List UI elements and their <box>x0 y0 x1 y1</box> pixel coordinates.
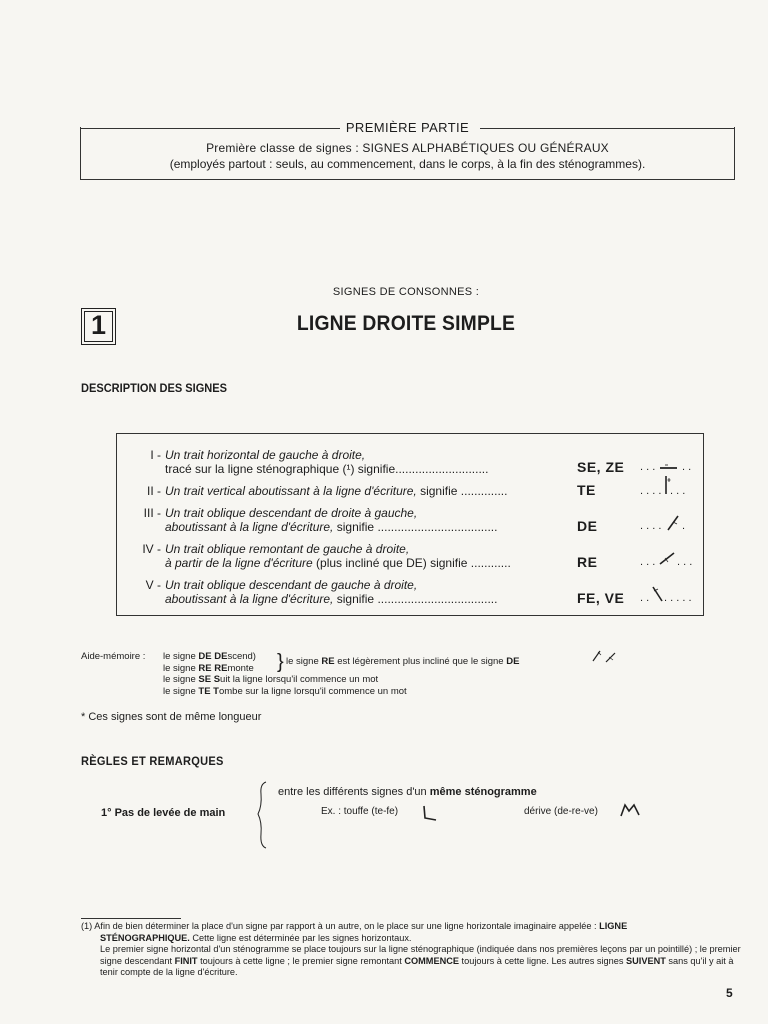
symbol-dots-left: . . . . <box>640 520 662 532</box>
part-box <box>80 127 735 180</box>
row-number: III - <box>143 506 161 520</box>
descending-left-right-stroke-icon <box>650 585 664 603</box>
fn-p2-a: Le premier signe horizontal d'un sténogramme se place toujours sur la ligne sténographique (indiquée dans nos premières leçons par un pointillé) ; le premier signe descendant <box>100 944 741 966</box>
row-text <box>165 506 565 534</box>
symbol-dots-right: . . . <box>677 556 693 568</box>
row-text <box>165 578 565 606</box>
sign-code: RE <box>577 554 598 570</box>
row-line1-normal: signifie <box>416 484 458 498</box>
row-text <box>165 448 565 476</box>
aide-line4-b: TE T <box>198 685 219 697</box>
rule1-label: 1° Pas de levée de main <box>101 807 226 819</box>
row-line1-italic: Un trait vertical aboutissant à la ligne d'écriture, <box>165 484 417 498</box>
row-number: IV - <box>142 542 161 556</box>
signs-table <box>116 433 704 616</box>
sign-code: TE <box>577 482 596 498</box>
aide-memoire-comparison <box>286 656 519 668</box>
description-title: DESCRIPTION DES SIGNES <box>81 381 228 395</box>
page-number: 5 <box>726 986 733 1000</box>
aide-line2-c: monte <box>227 662 254 674</box>
example-1: Ex. : touffe (te-fe) <box>321 806 399 817</box>
aide-line3-b: SE S <box>198 674 221 685</box>
sign-symbol <box>640 555 700 569</box>
symbol-dots-left: . . <box>640 592 650 604</box>
rule1-top-a: entre les différents signes d'un <box>278 786 430 798</box>
fn-p1-c: STÉNOGRAPHIQUE. <box>100 932 190 943</box>
row-text <box>165 484 565 498</box>
fn-p1-a: (1) Afin de bien déterminer la place d'un signe par rapport à un autre, on le place sur une ligne horizontale imaginaire appelée : <box>81 921 600 931</box>
row-dots: .............. <box>460 484 508 498</box>
row-line2-italic: aboutissant à la ligne d'écriture, <box>165 592 334 606</box>
fn-p1-b: LIGNE <box>599 921 628 931</box>
re-de-compare-icon <box>591 649 621 665</box>
fn-p2-g: sans qu'il y ait à tenir compte de la ligne d'écriture. <box>100 955 734 978</box>
example-2: dérive (de-re-ve) <box>524 806 598 817</box>
row-line2-italic: à partir de la ligne d'écriture <box>165 556 313 570</box>
aide-right-c: est légèrement plus incliné que le signe <box>334 656 507 667</box>
section-label: SIGNES DE CONSONNES : <box>332 286 480 298</box>
sign-code: SE, ZE <box>577 459 625 475</box>
rule-1 <box>81 780 731 850</box>
row-dots: ............................ <box>395 462 489 476</box>
horizontal-stroke-icon <box>659 464 679 472</box>
descending-right-left-stroke-icon <box>665 514 681 532</box>
footnote-p2 <box>81 944 741 979</box>
aide-memoire-label: Aide-mémoire : <box>81 651 146 662</box>
star-note: * Ces signes sont de même longueur <box>81 711 262 723</box>
aide-line3-a: le signe <box>163 674 199 685</box>
row-line1: Un trait horizontal de gauche à droite, <box>165 448 366 462</box>
aide-right-a: le signe <box>286 656 322 667</box>
aide-line1-b: DE DE <box>198 651 228 662</box>
footnote <box>81 921 741 979</box>
section-number-text: 1 <box>90 310 107 340</box>
aide-right-b: RE <box>321 656 335 667</box>
aide-line4-a: le signe <box>163 685 199 697</box>
touffe-stroke-icon <box>421 804 439 822</box>
aide-line3-c: uit la ligne lorsqu'il commence un mot <box>220 674 379 685</box>
sign-code: DE <box>577 518 598 534</box>
row-line2-normal: signifie <box>333 592 375 606</box>
rule1-description <box>278 786 537 798</box>
rule1-top-b: même sténogramme <box>429 786 537 798</box>
aide-right-d: DE <box>506 656 520 667</box>
footnote-p1-cont <box>81 933 741 945</box>
symbol-dots-left: . . . <box>640 461 656 473</box>
fn-p1-d: Cette ligne est déterminée par les signes horizontaux. <box>189 932 412 943</box>
symbol-dots-right: . <box>682 520 686 532</box>
footnote-p1 <box>81 921 741 933</box>
part-title-text: PREMIÈRE PARTIE <box>345 120 470 135</box>
fn-p2-f: SUIVENT <box>626 955 666 966</box>
usage-line: (employés partout : seuls, au commencement, dans le corps, à la fin des sténogrammes). <box>169 157 646 171</box>
row-number: V - <box>145 578 161 592</box>
row-line1: Un trait oblique descendant de droite à gauche, <box>165 506 418 520</box>
symbol-dots-right: . . . . . <box>664 592 692 604</box>
class-line: Première classe de signes : SIGNES ALPHABÉTIQUES OU GÉNÉRAUX <box>206 141 609 155</box>
fn-p2-e: toujours à cette ligne. Les autres signes <box>459 955 627 966</box>
row-dots: .................................... <box>377 520 498 534</box>
row-line2: tracé sur la ligne sténographique (¹) signifie <box>165 462 396 476</box>
ascending-stroke-icon <box>657 550 677 568</box>
rules-title: RÈGLES ET REMARQUES <box>81 754 224 768</box>
row-line2-normal: signifie <box>333 520 375 534</box>
fn-p2-d: COMMENCE <box>404 955 459 966</box>
symbol-dots-right: . . <box>682 461 692 473</box>
row-line2-italic: aboutissant à la ligne d'écriture, <box>165 520 334 534</box>
brace-icon: } <box>277 651 284 673</box>
row-line1: Un trait oblique remontant de gauche à droite, <box>165 542 410 556</box>
aide-line1-a: le signe <box>163 651 199 662</box>
row-text <box>165 542 565 570</box>
fn-p2-b: FINIT <box>174 955 198 966</box>
aide-line4-c: ombe sur la ligne lorsqu'il commence un mot <box>218 685 407 697</box>
brace-icon <box>256 780 270 850</box>
row-line2-normal: (plus incliné que DE) signifie <box>312 556 468 570</box>
aide-line2-b: RE RE <box>198 662 228 674</box>
sign-symbol <box>640 519 700 533</box>
row-dots: .................................... <box>377 592 498 606</box>
section-title: LIGNE DROITE SIMPLE <box>296 312 516 335</box>
symbol-dots-left: . . . . <box>640 485 662 497</box>
sign-code: FE, VE <box>577 590 625 606</box>
aide-line2-a: le signe <box>163 662 199 674</box>
aide-line1-c: scend) <box>227 651 256 662</box>
row-number: II - <box>147 484 161 498</box>
sign-symbol <box>640 591 700 605</box>
row-dots: ............ <box>470 556 511 570</box>
sign-symbol <box>640 484 700 498</box>
row-line1: Un trait oblique descendant de gauche à droite, <box>165 578 418 592</box>
symbol-dots-left: . . . <box>640 556 656 568</box>
sign-symbol <box>640 460 700 474</box>
derive-stroke-icon <box>619 802 641 818</box>
symbol-dots-right: . . . <box>670 485 686 497</box>
fn-p2-c: toujours à cette ligne ; le premier signe remontant <box>197 955 405 966</box>
footnote-rule <box>81 918 181 919</box>
row-number: I - <box>150 448 161 462</box>
